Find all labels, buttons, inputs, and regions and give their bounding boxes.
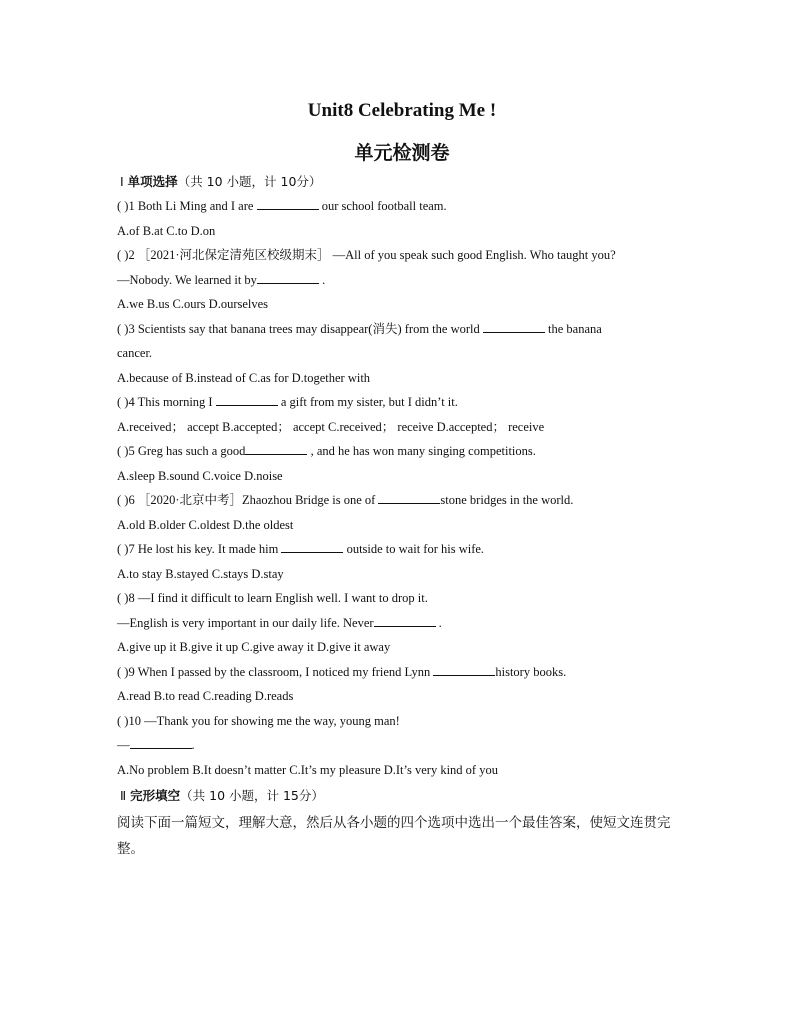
section-1-header — [117, 170, 687, 194]
question-7: ( )7 He lost his key. It made him outside to wait for his wife. — [117, 542, 485, 556]
question-6: ( )6 ［2020·北京中考］Zhaozhou Bridge is one of stone bridges in the world. — [117, 493, 574, 507]
question-1-options: A.of B.at C.to D.on — [117, 223, 216, 238]
question-1: ( )1 Both Li Ming and I are our school football team. — [117, 199, 447, 213]
question-8-options: A.give up it B.give it up C.give away it D.give it away — [117, 640, 391, 654]
answer-blank — [281, 540, 343, 553]
question-9-options: A.read B.to read C.reading D.reads — [117, 689, 294, 703]
question-10-options: A.No problem B.It doesn’t matter C.It’s my pleasure D.It’s very kind of you — [117, 762, 498, 777]
answer-blank — [374, 614, 436, 627]
answer-blank — [216, 393, 278, 406]
cloze-instruction: 阅读下面一篇短文，理解大意，然后从各小题的四个选项中选出一个最佳答案，使短文连贯完整。 — [117, 815, 671, 857]
page-subtitle: 单元检测卷 — [354, 142, 450, 164]
answer-blank — [483, 320, 545, 333]
question-5: ( )5 Greg has such a good , and he has won many singing competitions. — [117, 444, 536, 458]
section-2-header — [117, 784, 687, 808]
question-5-options: A.sleep B.sound C.voice D.noise — [117, 468, 283, 483]
question-4: ( )4 This morning I a gift from my sister, but I didn’t it. — [117, 395, 458, 409]
section-1-number: Ⅰ — [120, 174, 124, 189]
section-2-number: Ⅱ — [120, 788, 127, 803]
question-3-continued: cancer. — [117, 346, 153, 360]
worksheet — [117, 88, 687, 862]
question-2-response: —Nobody. We learned it by . — [117, 272, 326, 287]
answer-blank — [257, 197, 319, 210]
question-3: ( )3 Scientists say that banana trees may disappear(消失) from the world the banana — [117, 321, 602, 336]
question-2: ( )2 ［2021·河北保定清苑区校级期末］ —All of you speak such good English. Who taught you? — [117, 248, 616, 262]
question-9: ( )9 When I passed by the classroom, I noticed my friend Lynn history books. — [117, 664, 567, 679]
question-2-options: A.we B.us C.ours D.ourselves — [117, 297, 269, 311]
section-1-note: （共 10 小题，计 10分） — [177, 174, 322, 189]
answer-blank — [433, 663, 495, 676]
question-10-response: — . — [117, 738, 195, 752]
section-2-note: （共 10 小题，计 15分） — [180, 788, 324, 803]
section-1-heading: 单项选择 — [127, 174, 178, 189]
question-7-options: A.to stay B.stayed C.stays D.stay — [117, 566, 284, 581]
section-2-heading: 完形填空 — [130, 788, 181, 803]
question-8-response: —English is very important in our daily life. Never . — [117, 615, 442, 630]
question-6-options: A.old B.older C.oldest D.the oldest — [117, 517, 294, 532]
question-10: ( )10 —Thank you for showing me the way, young man! — [117, 713, 400, 728]
answer-blank — [257, 271, 319, 284]
page-title: Unit8 Celebrating Me ! — [307, 100, 497, 121]
question-3-options: A.because of B.instead of C.as for D.together with — [117, 370, 371, 385]
answer-blank — [378, 491, 440, 504]
answer-blank — [245, 442, 307, 455]
question-8: ( )8 —I find it difficult to learn English well. I want to drop it. — [117, 591, 428, 605]
answer-blank — [130, 736, 192, 749]
question-4-options: A.received； accept B.accepted； accept C.received； receive D.accepted； receive — [117, 419, 545, 434]
